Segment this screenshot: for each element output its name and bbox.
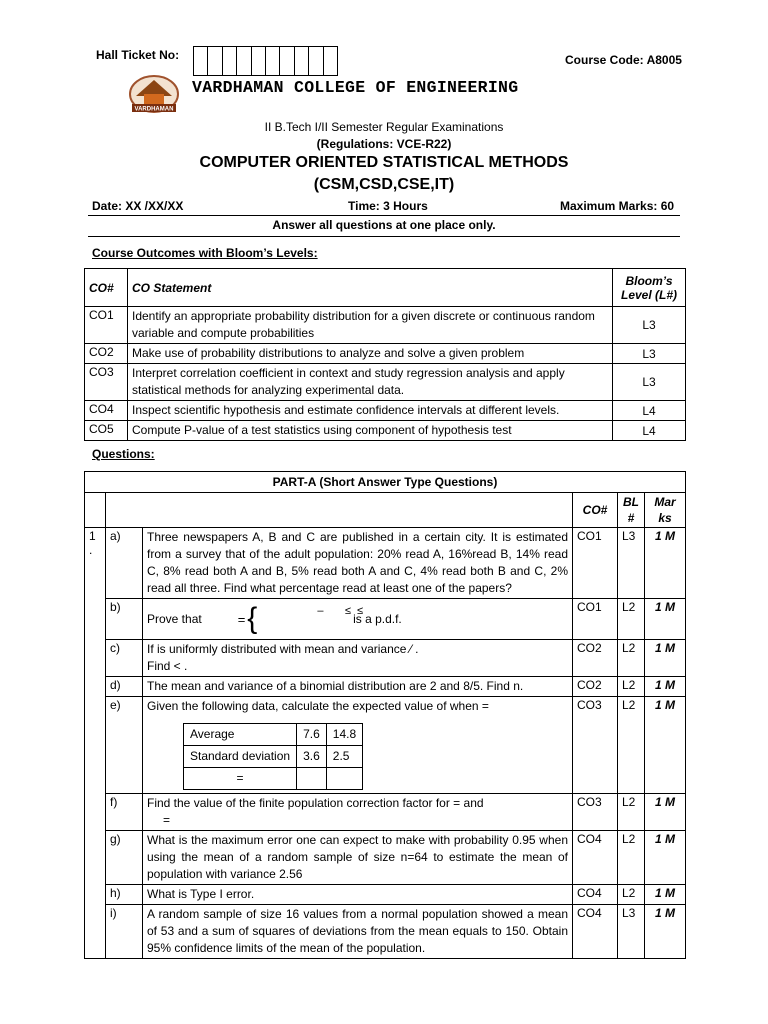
regulations: (Regulations: VCE-R22) [316, 137, 452, 151]
question-co: CO2 [573, 677, 618, 697]
co-level: L3 [613, 344, 686, 364]
question-marks: 1 M [645, 599, 686, 640]
question-row [85, 528, 686, 599]
question-bl: L2 [618, 677, 645, 697]
question-marks: 1 M [645, 640, 686, 677]
question-row [85, 905, 686, 959]
divider [88, 215, 680, 216]
co-row [85, 401, 686, 421]
question-marks: 1 M [645, 905, 686, 959]
question-marks: 1 M [645, 697, 686, 794]
co-statement: Interpret correlation coefficient in context and study regression analysis and apply statistical methods for analyzing experimental data. [128, 364, 613, 401]
co-level: L3 [613, 307, 686, 344]
question-co: CO1 [573, 599, 618, 640]
hall-ticket-boxes[interactable] [193, 46, 338, 76]
data-table-cell [297, 768, 327, 790]
sub-question-label: b) [106, 599, 143, 640]
data-table-cell: 3.6 [297, 746, 327, 768]
sub-question-label: f) [106, 794, 143, 831]
sub-question-label: i) [106, 905, 143, 959]
hall-ticket-digit-box[interactable] [324, 47, 338, 75]
question-text: If is uniformly distributed with mean and variance ⁄ . [147, 642, 419, 656]
co-row [85, 307, 686, 344]
question-text: What is Type I error. [147, 887, 255, 901]
sub-question-label: c) [106, 640, 143, 677]
co-row [85, 421, 686, 441]
hall-ticket-digit-box[interactable] [309, 47, 323, 75]
question-row [85, 885, 686, 905]
hall-ticket-digit-box[interactable] [237, 47, 251, 75]
branches: (CSM,CSD,CSE,IT) [313, 176, 455, 193]
college-name: VARDHAMAN COLLEGE OF ENGINEERING [192, 78, 519, 97]
exam-date: Date: XX /XX/XX [92, 199, 184, 213]
question-bl: L2 [618, 885, 645, 905]
course-outcomes-table [84, 268, 686, 441]
hall-ticket-digit-box[interactable] [208, 47, 222, 75]
question-text-cont: = [163, 813, 171, 827]
question-text: A random sample of size 16 values from a normal population showed a mean of 53 and a sum of squares of deviations from the mean equals to 150. Obtain 95% confidence limits of the mean of the population. [147, 907, 568, 955]
hall-ticket-digit-box[interactable] [223, 47, 237, 75]
data-table-cell: 7.6 [297, 724, 327, 746]
question-bl: L2 [618, 599, 645, 640]
part-a-title: PART-A (Short Answer Type Questions) [85, 472, 686, 493]
co-row [85, 364, 686, 401]
exam-line: II B.Tech I/II Semester Regular Examinations [264, 120, 504, 134]
hall-ticket-digit-box[interactable] [266, 47, 280, 75]
questions-table [84, 471, 686, 959]
college-logo-icon [126, 72, 182, 118]
data-table-cell: Standard deviation [184, 746, 297, 768]
question-marks: 1 M [645, 794, 686, 831]
question-row [85, 697, 686, 794]
questions-heading: Questions: [92, 447, 155, 461]
co-level: L4 [613, 401, 686, 421]
question-co: CO4 [573, 905, 618, 959]
instruction: Answer all questions at one place only. [272, 218, 496, 232]
course-code: Course Code: A8005 [565, 53, 682, 67]
col-level: Bloom’s Level (L#) [613, 269, 686, 307]
subject-title: COMPUTER ORIENTED STATISTICAL METHODS [199, 154, 569, 171]
question-co: CO3 [573, 697, 618, 794]
data-table [183, 723, 363, 790]
col-statement: CO Statement [128, 269, 613, 307]
hall-ticket-digit-box[interactable] [295, 47, 309, 75]
question-bl: L3 [618, 905, 645, 959]
co-statement: Compute P-value of a test statistics using component of hypothesis test [128, 421, 613, 441]
logo-text: VARDHAMAN [134, 106, 174, 113]
sub-question-label: a) [106, 528, 143, 599]
data-table-cell: = [184, 768, 297, 790]
question-co: CO4 [573, 831, 618, 885]
question-text: Find the value of the finite population correction factor for = and [147, 796, 484, 810]
question-marks: 1 M [645, 885, 686, 905]
divider [88, 236, 680, 237]
data-table-cell: Average [184, 724, 297, 746]
sub-question-label: d) [106, 677, 143, 697]
question-row [85, 831, 686, 885]
maximum-marks: Maximum Marks: 60 [560, 199, 675, 213]
question-text-cont: Find < . [147, 659, 188, 673]
sub-question-label: e) [106, 697, 143, 794]
col-marks: Mar ks [645, 493, 686, 528]
co-statement: Inspect scientific hypothesis and estimate confidence intervals at different levels. [128, 401, 613, 421]
data-table-cell: 2.5 [326, 746, 362, 768]
question-row [85, 677, 686, 697]
question-text: Given the following data, calculate the expected value of when = [147, 699, 489, 713]
question-number: 1 . [85, 528, 106, 599]
co-id: CO4 [85, 401, 128, 421]
question-row [85, 599, 686, 640]
question-co: CO1 [573, 528, 618, 599]
data-table-cell: 14.8 [326, 724, 362, 746]
question-co: CO2 [573, 640, 618, 677]
question-bl: L2 [618, 794, 645, 831]
question-bl: L2 [618, 640, 645, 677]
question-bl: L2 [618, 831, 645, 885]
sub-question-label: h) [106, 885, 143, 905]
data-table-cell [326, 768, 362, 790]
co-statement: Identify an appropriate probability distribution for a given discrete or continuous random variable and compute probabilities [128, 307, 613, 344]
hall-ticket-digit-box[interactable] [280, 47, 294, 75]
col-co: CO# [85, 269, 128, 307]
co-level: L3 [613, 364, 686, 401]
sub-question-label: g) [106, 831, 143, 885]
question-co: CO3 [573, 794, 618, 831]
col-co: CO# [573, 493, 618, 528]
co-level: L4 [613, 421, 686, 441]
co-id: CO2 [85, 344, 128, 364]
question-text: Prove that = { – ≤ ≤ is a p.d.f. [147, 602, 402, 635]
hall-ticket-label: Hall Ticket No: [96, 48, 180, 62]
col-bl: BL # [618, 493, 645, 528]
question-marks: 1 M [645, 831, 686, 885]
question-text: The mean and variance of a binomial distribution are 2 and 8/5. Find n. [147, 679, 524, 693]
question-row [85, 640, 686, 677]
co-row [85, 344, 686, 364]
question-bl: L2 [618, 697, 645, 794]
question-row [85, 794, 686, 831]
question-text: What is the maximum error one can expect to make with probability 0.95 when using the mean of a random sample of size n=64 to estimate the mean of population with variance 2.56 [147, 833, 568, 881]
question-bl: L3 [618, 528, 645, 599]
question-text: Three newspapers A, B and C are published in a certain city. It is estimated from a survey that of the adult population: 20% read A, 16%read B, 14% read C, 8% read both A and B, 5% read both A and C, 4% read both B and C, 2% read all three. Find what percentage read at least one of the papers? [147, 530, 568, 595]
hall-ticket-digit-box[interactable] [194, 47, 208, 75]
question-marks: 1 M [645, 677, 686, 697]
co-id: CO5 [85, 421, 128, 441]
co-statement: Make use of probability distributions to analyze and solve a given problem [128, 344, 613, 364]
question-marks: 1 M [645, 528, 686, 599]
co-id: CO1 [85, 307, 128, 344]
course-outcomes-heading: Course Outcomes with Bloom’s Levels: [92, 246, 318, 260]
hall-ticket-digit-box[interactable] [252, 47, 266, 75]
exam-time: Time: 3 Hours [348, 199, 428, 213]
question-co: CO4 [573, 885, 618, 905]
co-id: CO3 [85, 364, 128, 401]
